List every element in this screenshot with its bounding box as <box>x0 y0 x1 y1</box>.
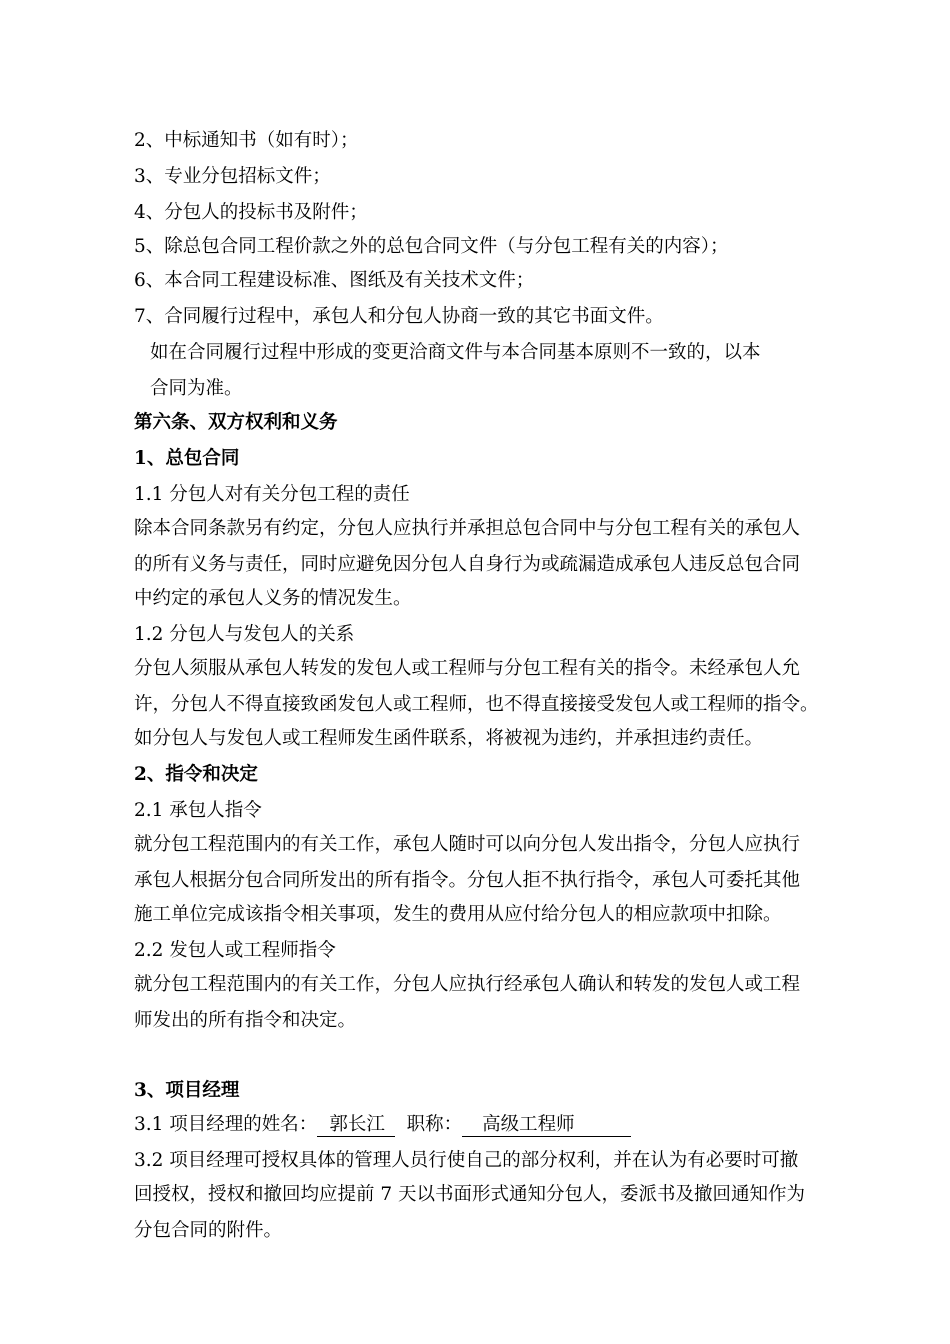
paragraph-line: 施工单位完成该指令相关事项，发生的费用从应付给分包人的相应款项中扣除。 <box>134 904 782 925</box>
paragraph-line: 合同为准。 <box>150 378 243 399</box>
paragraph-line: 3.2 项目经理可授权具体的管理人员行使自己的部分权利，并在认为有必要时可撤 <box>134 1150 799 1171</box>
paragraph-line: 师发出的所有指令和决定。 <box>134 1010 357 1031</box>
list-item-5: 5、除总包合同工程价款之外的总包合同文件（与分包工程有关的内容）； <box>134 236 729 257</box>
paragraph-line: 就分包工程范围内的有关工作，承包人随时可以向分包人发出指令，分包人应执行 <box>134 834 801 855</box>
paragraph-line: 中约定的承包人义务的情况发生。 <box>134 588 412 609</box>
pm-title-label: 职称： <box>406 1114 463 1135</box>
list-item-4: 4、分包人的投标书及附件； <box>134 202 368 223</box>
paragraph-line: 如分包人与发包人或工程师发生函件联系，将被视为违约，并承担违约责任。 <box>134 728 764 749</box>
paragraph-line: 分包合同的附件。 <box>134 1220 283 1241</box>
subsection-heading: 1.2 分包人与发包人的关系 <box>134 624 355 645</box>
section-heading: 3、项目经理 <box>134 1080 240 1101</box>
list-item-7: 7、合同履行过程中，承包人和分包人协商一致的其它书面文件。 <box>134 306 664 327</box>
project-manager-line <box>134 1112 914 1138</box>
subsection-heading: 2.1 承包人指令 <box>134 800 262 821</box>
subsection-heading: 2.2 发包人或工程师指令 <box>134 940 336 961</box>
paragraph-line: 的所有义务与责任，同时应避免因分包人自身行为或疏漏造成承包人违反总包合同 <box>134 554 801 575</box>
list-item-2: 2、中标通知书（如有时）； <box>134 130 359 151</box>
paragraph-line: 就分包工程范围内的有关工作，分包人应执行经承包人确认和转发的发包人或工程 <box>134 974 801 995</box>
article-heading: 第六条、双方权利和义务 <box>134 412 338 433</box>
pm-title-field: 高级工程师 <box>462 1114 631 1137</box>
pm-name-field: 郭长江 <box>317 1114 395 1137</box>
paragraph-line: 除本合同条款另有约定，分包人应执行并承担总包合同中与分包工程有关的承包人 <box>134 518 801 539</box>
pm-name-label: 3.1 项目经理的姓名： <box>134 1114 318 1135</box>
paragraph-line: 承包人根据分包合同所发出的所有指令。分包人拒不执行指令，承包人可委托其他 <box>134 870 801 891</box>
paragraph-line: 如在合同履行过程中形成的变更洽商文件与本合同基本原则不一致的，以本 <box>150 342 761 363</box>
paragraph-line: 分包人须服从承包人转发的发包人或工程师与分包工程有关的指令。未经承包人允 <box>134 658 801 679</box>
paragraph-line: 许，分包人不得直接致函发包人或工程师，也不得直接接受发包人或工程师的指令。 <box>134 694 819 715</box>
list-item-6: 6、本合同工程建设标准、图纸及有关技术文件； <box>134 270 535 291</box>
subsection-heading: 1.1 分包人对有关分包工程的责任 <box>134 484 410 505</box>
list-item-3: 3、专业分包招标文件； <box>134 166 331 187</box>
paragraph-line: 回授权，授权和撤回均应提前 7 天以书面形式通知分包人，委派书及撤回通知作为 <box>134 1184 806 1205</box>
section-heading: 1、总包合同 <box>134 448 240 469</box>
section-heading: 2、指令和决定 <box>134 764 258 785</box>
